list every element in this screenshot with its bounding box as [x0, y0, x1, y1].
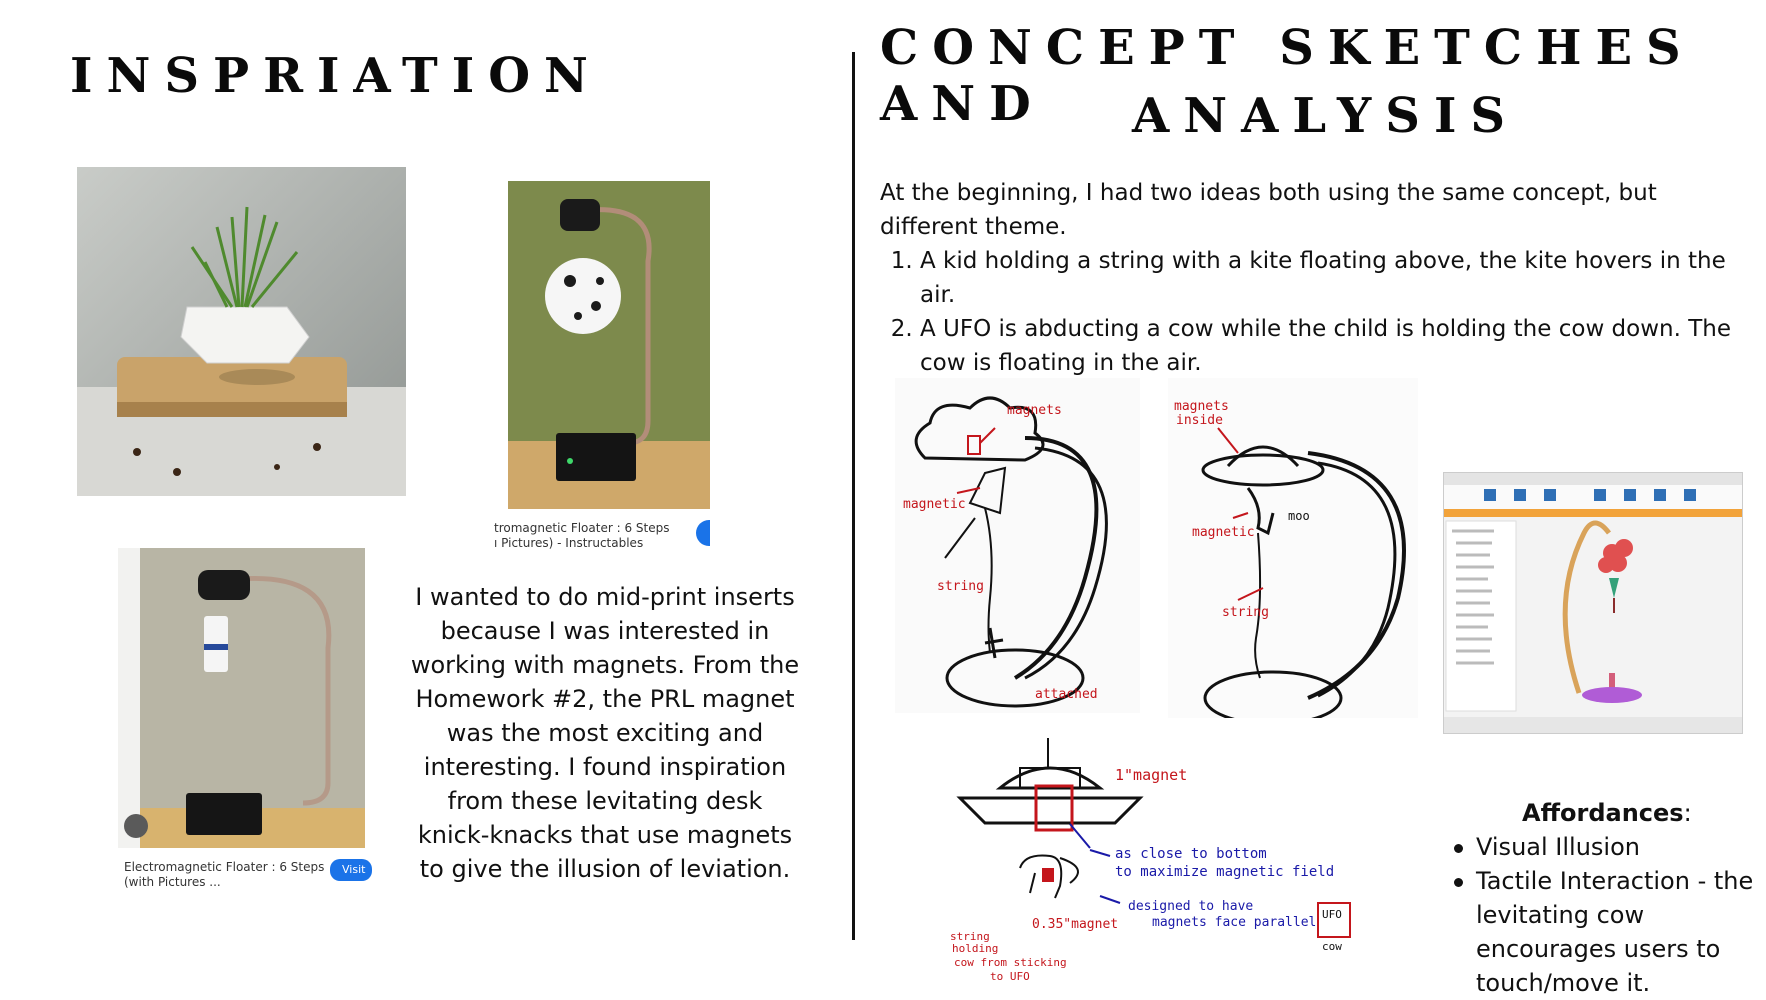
label-small-magnet: 0.35"magnet	[1032, 917, 1119, 932]
affordance-item: Tactile Interaction - the levitating cow encourages users to touch/move it.	[1462, 864, 1766, 1000]
inspiration-paragraph: I wanted to do mid-print inserts because I was interested in working with magnets. From the Homework #2, the PRL magnet was the most exciting and interesting. I found inspiration from these levitating desk knick-knacks that use magnets to give the illusion of leviation.	[410, 583, 800, 883]
label-attached: attached	[1035, 687, 1098, 702]
label-designed-2: magnets face parallel	[1152, 915, 1317, 930]
concept-title-line2: ANALYSIS	[1132, 88, 1520, 144]
label-string-holding-3: cow from sticking	[954, 956, 1067, 969]
label-string-holding-2: holding	[952, 942, 999, 955]
kite-concept-sketch	[895, 378, 1140, 713]
cad-model-screenshot	[1443, 472, 1743, 734]
idea-item-ufo: 2. A UFO is abducting a cow while the child is holding the cow down. The cow is floating in the air.	[920, 312, 1740, 380]
affordance-item: Visual Illusion	[1462, 830, 1766, 864]
idea-item-kite: 1. A kid holding a string with a kite floating above, the kite hovers in the air.	[920, 244, 1740, 312]
floating-magnet-photo	[118, 548, 365, 848]
label-magnets: magnets	[1007, 403, 1062, 418]
levitating-plant-photo	[77, 167, 406, 496]
column-divider	[852, 52, 855, 940]
label-magnetic: magnetic	[903, 497, 966, 512]
concept-title-line1: CONCEPT SKETCHES AND	[880, 20, 1695, 132]
label-one-inch-magnet: 1"magnet	[1115, 766, 1188, 784]
label-magnets-inside-1: magnets	[1174, 399, 1229, 414]
caption-side-badge	[696, 520, 710, 546]
label-ufo-box: UFO	[1322, 908, 1342, 921]
label-magnetic-2: magnetic	[1192, 525, 1255, 540]
floating-cow-photo	[508, 181, 710, 509]
label-designed-1: designed to have	[1128, 899, 1254, 914]
instructables-caption-1: tromagnetic Floater : 6 Steps ı Pictures) - Instructables	[494, 521, 670, 550]
label-string-holding-4: to UFO	[990, 970, 1030, 983]
idea-list	[880, 244, 1740, 380]
label-magnets-inside-2: inside	[1176, 413, 1223, 428]
label-moo: moo	[1288, 509, 1310, 523]
concept-intro	[880, 176, 1740, 380]
label-string-2: string	[1222, 605, 1269, 620]
label-close-bottom-1: as close to bottom	[1115, 846, 1267, 862]
label-cow-box: cow	[1322, 940, 1342, 953]
visit-button[interactable]: Visit	[330, 859, 372, 881]
affordances-heading: Affordances:	[1522, 799, 1692, 827]
affordances-section	[1438, 796, 1766, 1000]
instructables-caption-2: Electromagnetic Floater : 6 Steps (with Pictures ...	[124, 860, 325, 889]
intro-text: At the beginning, I had two ideas both using the same concept, but different theme.	[880, 180, 1657, 240]
label-string: string	[937, 579, 984, 594]
ufo-cow-concept-sketch	[1168, 378, 1418, 718]
label-close-bottom-2: to maximize magnetic field	[1115, 864, 1335, 880]
affordances-list	[1438, 830, 1766, 1000]
label-string-holding-1: string	[950, 930, 990, 943]
inspiration-title: INSPRIATION	[70, 48, 602, 104]
ufo-detail-sketch	[940, 728, 1360, 990]
